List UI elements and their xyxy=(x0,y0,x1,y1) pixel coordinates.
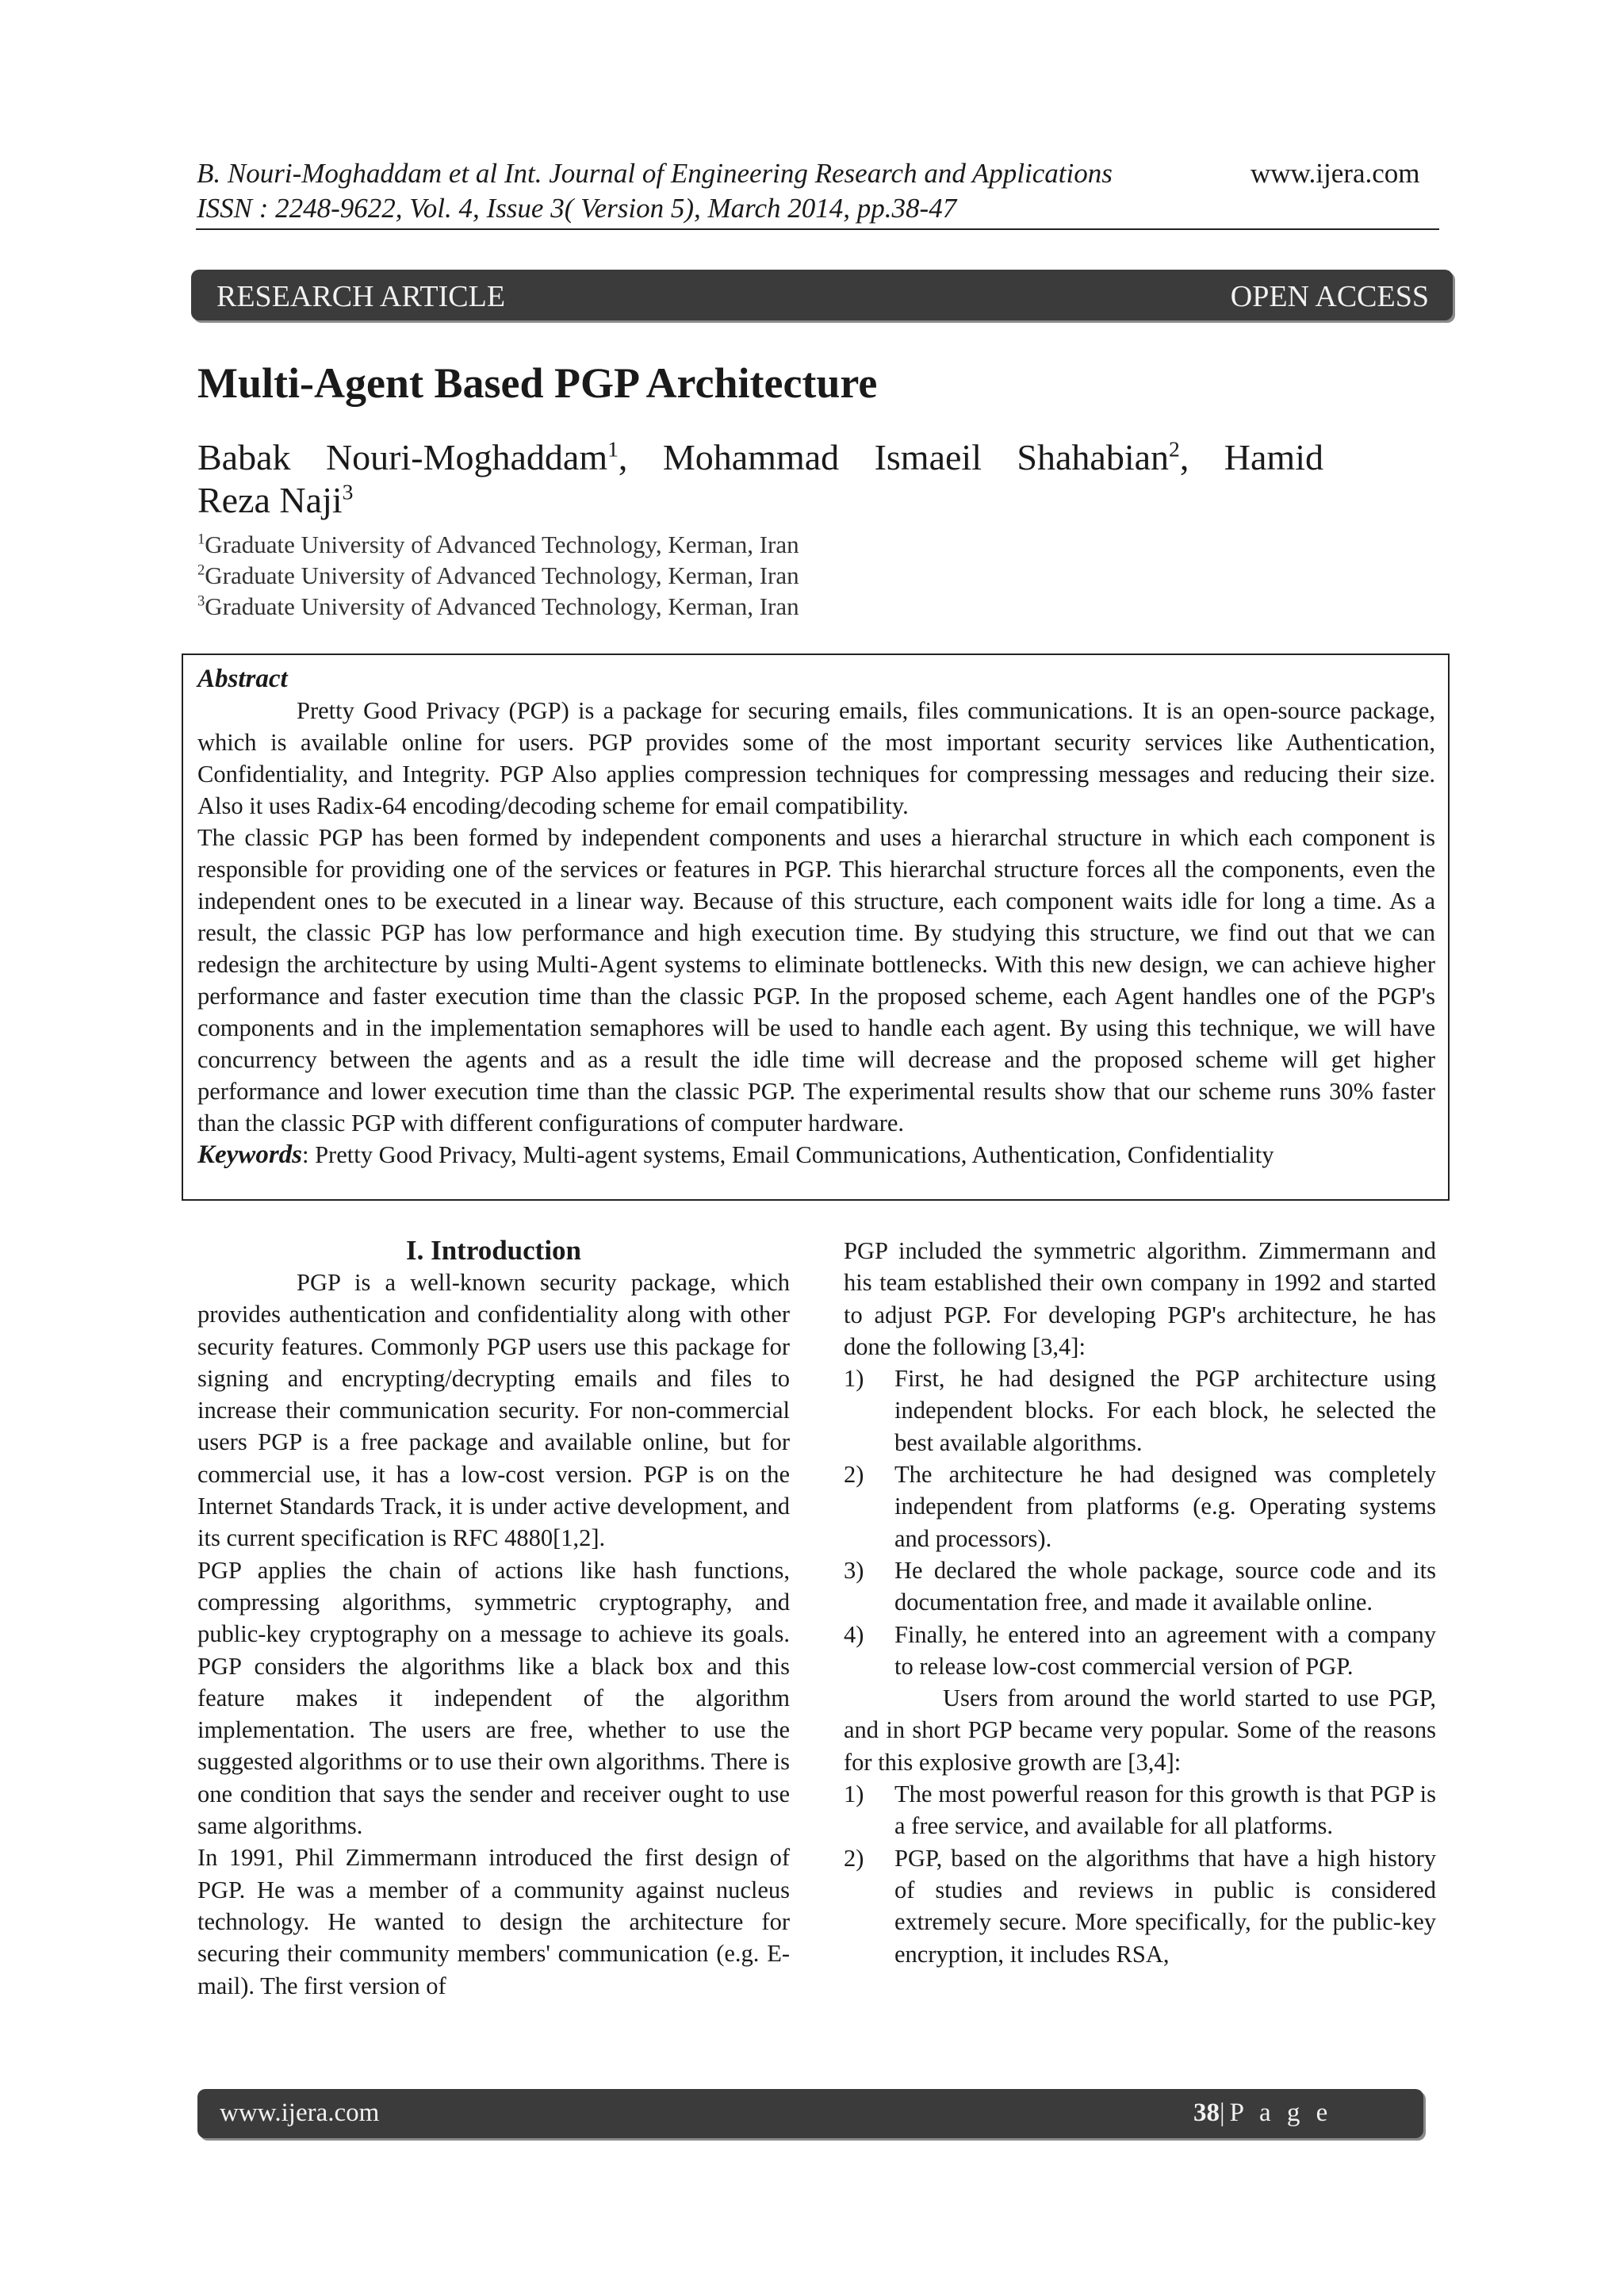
affiliation: $^1$Graduate University of Advanced Technology, Kerman, Iran xyxy=(197,531,799,558)
abstract-paragraph: Pretty Good Privacy (PGP) is a package for securing emails, files communications. It is an open-source package, which is available online for users. PGP provides some of the most important security services like Authentication, Confidentiality, and Integrity. PGP Also applies compression techniques for compressing messages and reducing their size. Also it uses Radix-64 encoding/decoding scheme for email compatibility. xyxy=(197,697,1435,819)
paper-title: Multi-Agent Based PGP Architecture xyxy=(197,359,878,407)
body-paragraph: PGP applies the chain of actions like hash functions, compressing algorithms, symmetric cryptography, and public-key cryptography on a message to achieve its goals. PGP considers the algorithms like a black box and this feature makes it independent of the algorithm implementation. The users are free, whether to use the suggested algorithms or to use their own algorithms. There is one condition that says the sender and receiver ought to use same algorithms. xyxy=(197,1556,790,1840)
article-type-banner xyxy=(191,270,1453,320)
affiliation: $^3$Graduate University of Advanced Technology, Kerman, Iran xyxy=(197,592,799,620)
author-name: Nouri-Moghaddam$^1$, xyxy=(325,436,628,477)
abstract-box xyxy=(182,654,1450,1201)
abstract-paragraph: The classic PGP has been formed by independent components and uses a hierarchal structure in which each component is responsible for providing one of the services or features in PGP. This hierarchal structure forces all the components, even the independent ones to be executed in a linear way. Because of this structure, each component waits idle for long a time. As a result, the classic PGP has low performance and high execution time. By studying this structure, we find out that we can redesign the architecture by using Multi-Agent systems to eliminate bottlenecks. With this new design, we can achieve higher performance and faster execution time than the classic PGP. In the proposed scheme, each Agent handles one of the PGP's components and in the implementation semaphores will be used to handle each agent. By using this technique, we will have concurrency between the agents and as a result the idle time will decrease and the proposed scheme will get higher performance and lower execution time than the classic PGP. The experimental results show that our scheme runs 30% faster than the classic PGP with different configurations of computer hardware. xyxy=(197,824,1435,1137)
keywords: Keywords: Pretty Good Privacy, Multi-agent systems, Email Communications, Authentication, Confidentiality xyxy=(197,1140,1274,1169)
research-article-label: RESEARCH ARTICLE xyxy=(216,280,506,313)
left-column xyxy=(197,1235,790,2002)
body-paragraph: In 1991, Phil Zimmermann introduced the first design of PGP. He was a member of a community against nucleus technology. He wanted to design the architecture for securing their community members' communication (e.g. E-mail). The first version of xyxy=(197,1844,790,1999)
numbered-list xyxy=(844,1778,1436,1970)
header-rule xyxy=(196,228,1439,230)
author-name: Babak xyxy=(197,437,291,477)
page-footer xyxy=(197,2089,1423,2138)
numbered-list xyxy=(844,1363,1436,1682)
author-name: Reza Naji xyxy=(197,480,343,520)
list-item: 2) The architecture he had designed was completely independent from platforms (e.g. Operating systems and processors). xyxy=(844,1461,1436,1552)
author-list: Babak Nouri-Moghaddam$^1$, Mohammad Ismaeil Shahabian$^2$, Hamid Reza Naji$^3$ xyxy=(197,436,1323,520)
running-header-journal: B. Nouri-Moghaddam et al Int. Journal of Engineering Research and Applications xyxy=(197,158,1113,189)
list-item: 1) The most powerful reason for this growth is that PGP is a free service, and available for all platforms. xyxy=(844,1780,1436,1840)
author-name: Shahabian$^2$, xyxy=(1017,436,1189,477)
list-item: 4) Finally, he entered into an agreement with a company to release low-cost commercial version of PGP. xyxy=(844,1620,1436,1680)
running-header-url[interactable]: www.ijera.com xyxy=(1251,158,1420,189)
affiliation: $^2$Graduate University of Advanced Technology, Kerman, Iran xyxy=(197,562,799,589)
open-access-label: OPEN ACCESS xyxy=(1230,280,1429,313)
footer-url[interactable]: www.ijera.com xyxy=(220,2099,380,2127)
running-header-issn: ISSN : 2248-9622, Vol. 4, Issue 3( Version 5), March 2014, pp.38-47 xyxy=(197,193,957,224)
list-item: 3) He declared the whole package, source code and its documentation free, and made it available online. xyxy=(844,1556,1436,1616)
body-paragraph: PGP included the symmetric algorithm. Zimmermann and his team established their own company in 1992 and started to adjust PGP. For developing PGP's architecture, he has done the following [3,4]: xyxy=(844,1237,1436,1360)
abstract-heading: Abstract xyxy=(197,665,288,693)
author-name: Hamid xyxy=(1224,437,1323,477)
list-item: 2) PGP, based on the algorithms that have a high history of studies and reviews in public is considered extremely secure. More specifically, for the public-key encryption, it includes RSA, xyxy=(844,1844,1436,1968)
author-name: Ismaeil xyxy=(874,437,982,477)
section-heading-introduction: I. Introduction xyxy=(405,1235,582,1266)
body-paragraph: Users from around the world started to use PGP, and in short PGP became very popular. Some of the reasons for this explosive growth are [3,4]: xyxy=(844,1685,1436,1776)
author-name: Mohammad xyxy=(662,437,840,477)
page-number: 38|P a g e xyxy=(1193,2099,1333,2127)
body-paragraph: PGP is a well-known security package, which provides authentication and confidentiality along with other security features. Commonly PGP users use this package for signing and encrypting/decrypting emails and files to increase their communication security. For non-commercial users PGP is a free package and available online, but for commercial use, it has a low-cost version. PGP is on the Internet Standards Track, it is under active development, and its current specification is RFC 4880[1,2]. xyxy=(197,1269,790,1552)
list-item: 1) First, he had designed the PGP architecture using independent blocks. For each block, he selected the best available algorithms. xyxy=(844,1365,1436,1456)
right-column xyxy=(844,1235,1436,1970)
